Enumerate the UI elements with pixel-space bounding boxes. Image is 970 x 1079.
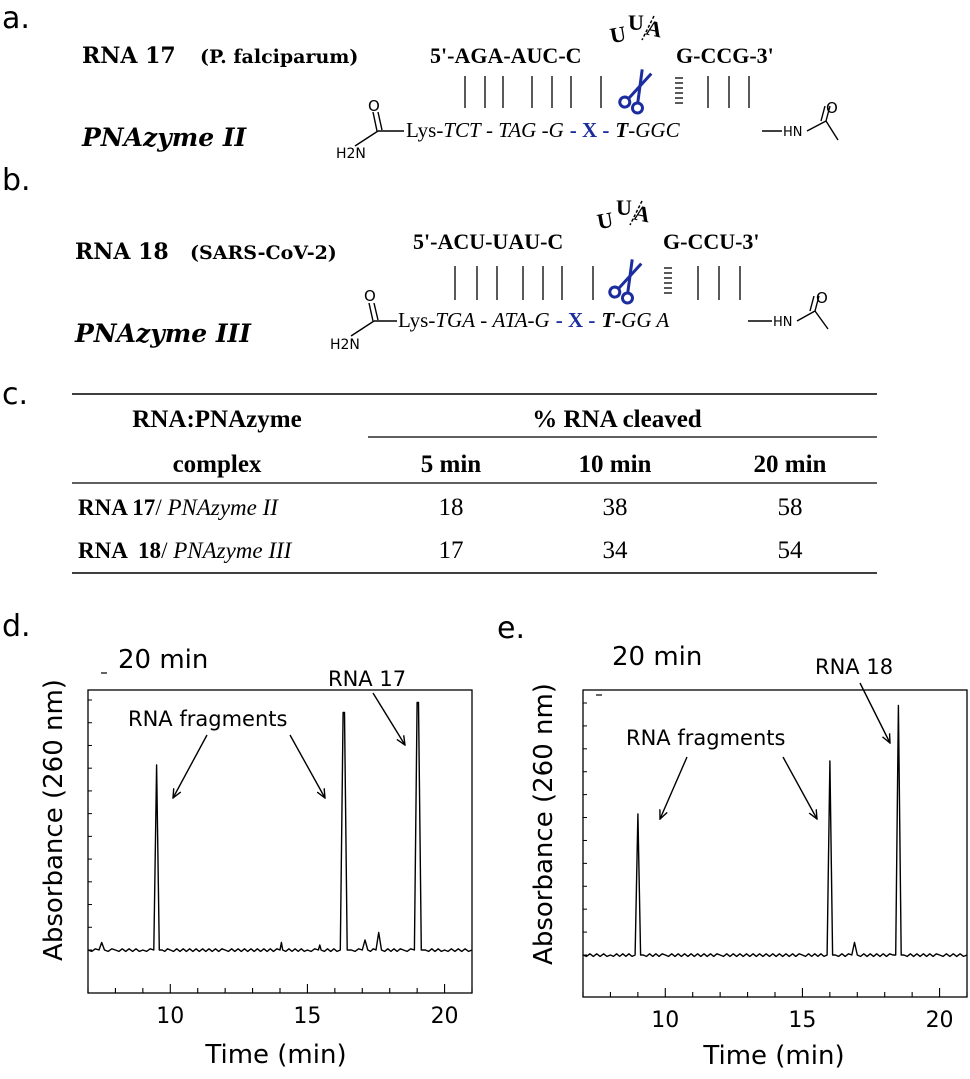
table-header-10min: 10 min [578,451,652,478]
table-row-2-label: RNA 18/ PNAzyme III [78,538,292,563]
loop-base-u1: U [607,20,628,49]
amide-left-a [355,112,404,146]
table-header-col1-line2: complex [172,451,262,478]
panel-b [2,163,828,353]
panel-b-label: b. [2,163,31,198]
arrow-fragment-1-d [173,735,207,798]
hoogsteen-pair-a [675,78,683,103]
rna-17-3prime: G-CCG-3' [676,43,774,68]
time-label-d: 20 min [118,645,209,675]
panel-a [2,1,838,162]
amide-left-b [351,303,397,336]
loop-b [595,195,653,234]
peak-label-d: RNA 17 [328,667,407,691]
rna-17-name: RNA 17 [82,43,176,69]
x-tick-label: 20 [430,1004,459,1029]
table-row-1-label: RNA 17/ PNAzyme II [78,495,278,520]
pnazyme-ii-name: PNAzyme II [82,123,247,152]
arrow-fragment-2-e [783,757,817,819]
x-tick-label: 15 [293,1004,322,1029]
rna-18-source: (SARS-CoV-2) [190,242,337,264]
hn-label-b: HN [773,315,793,330]
base-pair-lines-b [455,266,740,300]
arrow-peak-d [373,693,405,745]
pnazyme-iii-name: PNAzyme III [75,319,251,348]
oxygen-label-left-a: O [368,97,380,115]
loop-base-a: A [631,199,653,228]
x-tick-label: 15 [788,1008,817,1033]
panel-e-label: e. [497,611,525,646]
panel-c [2,377,877,573]
x-tick-label: 10 [156,1004,185,1029]
table-row-1-20min: 58 [777,494,803,521]
arrow-fragment-1-e [660,757,687,819]
rna-18-3prime: G-CCU-3' [663,229,760,254]
pna-ii-sequence: Lys-TCT - TAG -G - X - T-GGC [406,118,680,142]
table-row-2-5min: 17 [438,537,464,564]
time-label-e: 20 min [612,642,703,672]
loop-base-u2: U [616,195,632,220]
arrow-peak-e [860,683,890,743]
table-header-5min: 5 min [420,451,482,478]
rna-17-5prime: 5'-AGA-AUC-C [430,43,582,68]
table-row-1-5min: 18 [438,494,464,521]
panel-d [2,609,472,1070]
panel-c-label: c. [2,377,29,412]
loop-base-a: A [643,14,665,43]
fragments-label-e: RNA fragments [626,726,786,750]
hoogsteen-pair-b [664,268,672,293]
nh2-label-a: H2N [336,146,366,162]
loop-a [608,10,665,48]
chromatogram-d [88,690,472,1029]
panel-a-label: a. [2,1,30,36]
ylabel-d: Absorbance (260 nm) [39,679,69,961]
scissors-icon [618,66,658,114]
nh2-label-b: H2N [330,337,360,353]
ylabel-e: Absorbance (260 nm) [529,683,559,965]
rna-18-name: RNA 18 [75,239,169,265]
xlabel-d: Time (min) [205,1040,347,1070]
pna-iii-sequence: Lys-TGA - ATA-G - X - T-GG A [398,308,670,332]
arrow-fragment-2-d [290,735,325,798]
oxygen-label-right-b: O [816,289,828,307]
table-header-col1-line1: RNA:PNAzyme [132,406,302,433]
x-tick-label: 20 [925,1008,954,1033]
loop-base-u1: U [595,206,616,235]
fragments-label-d: RNA fragments [128,707,288,731]
cleavage-table [72,394,877,573]
panel-e [497,611,967,1071]
x-tick-label: 10 [651,1008,680,1033]
table-row-1-10min: 38 [602,494,628,521]
oxygen-label-left-b: O [364,287,376,305]
panel-d-label: d. [2,609,31,644]
scissors-icon [608,256,648,304]
hn-label-a: HN [783,125,803,140]
peak-label-e: RNA 18 [815,655,894,679]
xlabel-e: Time (min) [703,1041,845,1071]
chromatogram-trace [88,703,472,952]
rna-17-source: (P. falciparum) [200,46,359,68]
oxygen-label-right-a: O [826,99,838,117]
base-pair-lines-a [465,76,749,108]
table-row-2-20min: 54 [777,537,803,564]
table-header-20min: 20 min [753,451,827,478]
table-row-2-10min: 34 [602,537,628,564]
loop-base-u2: U [628,10,644,35]
rna-18-5prime: 5'-ACU-UAU-C [413,229,564,254]
table-header-group: % RNA cleaved [532,406,702,433]
